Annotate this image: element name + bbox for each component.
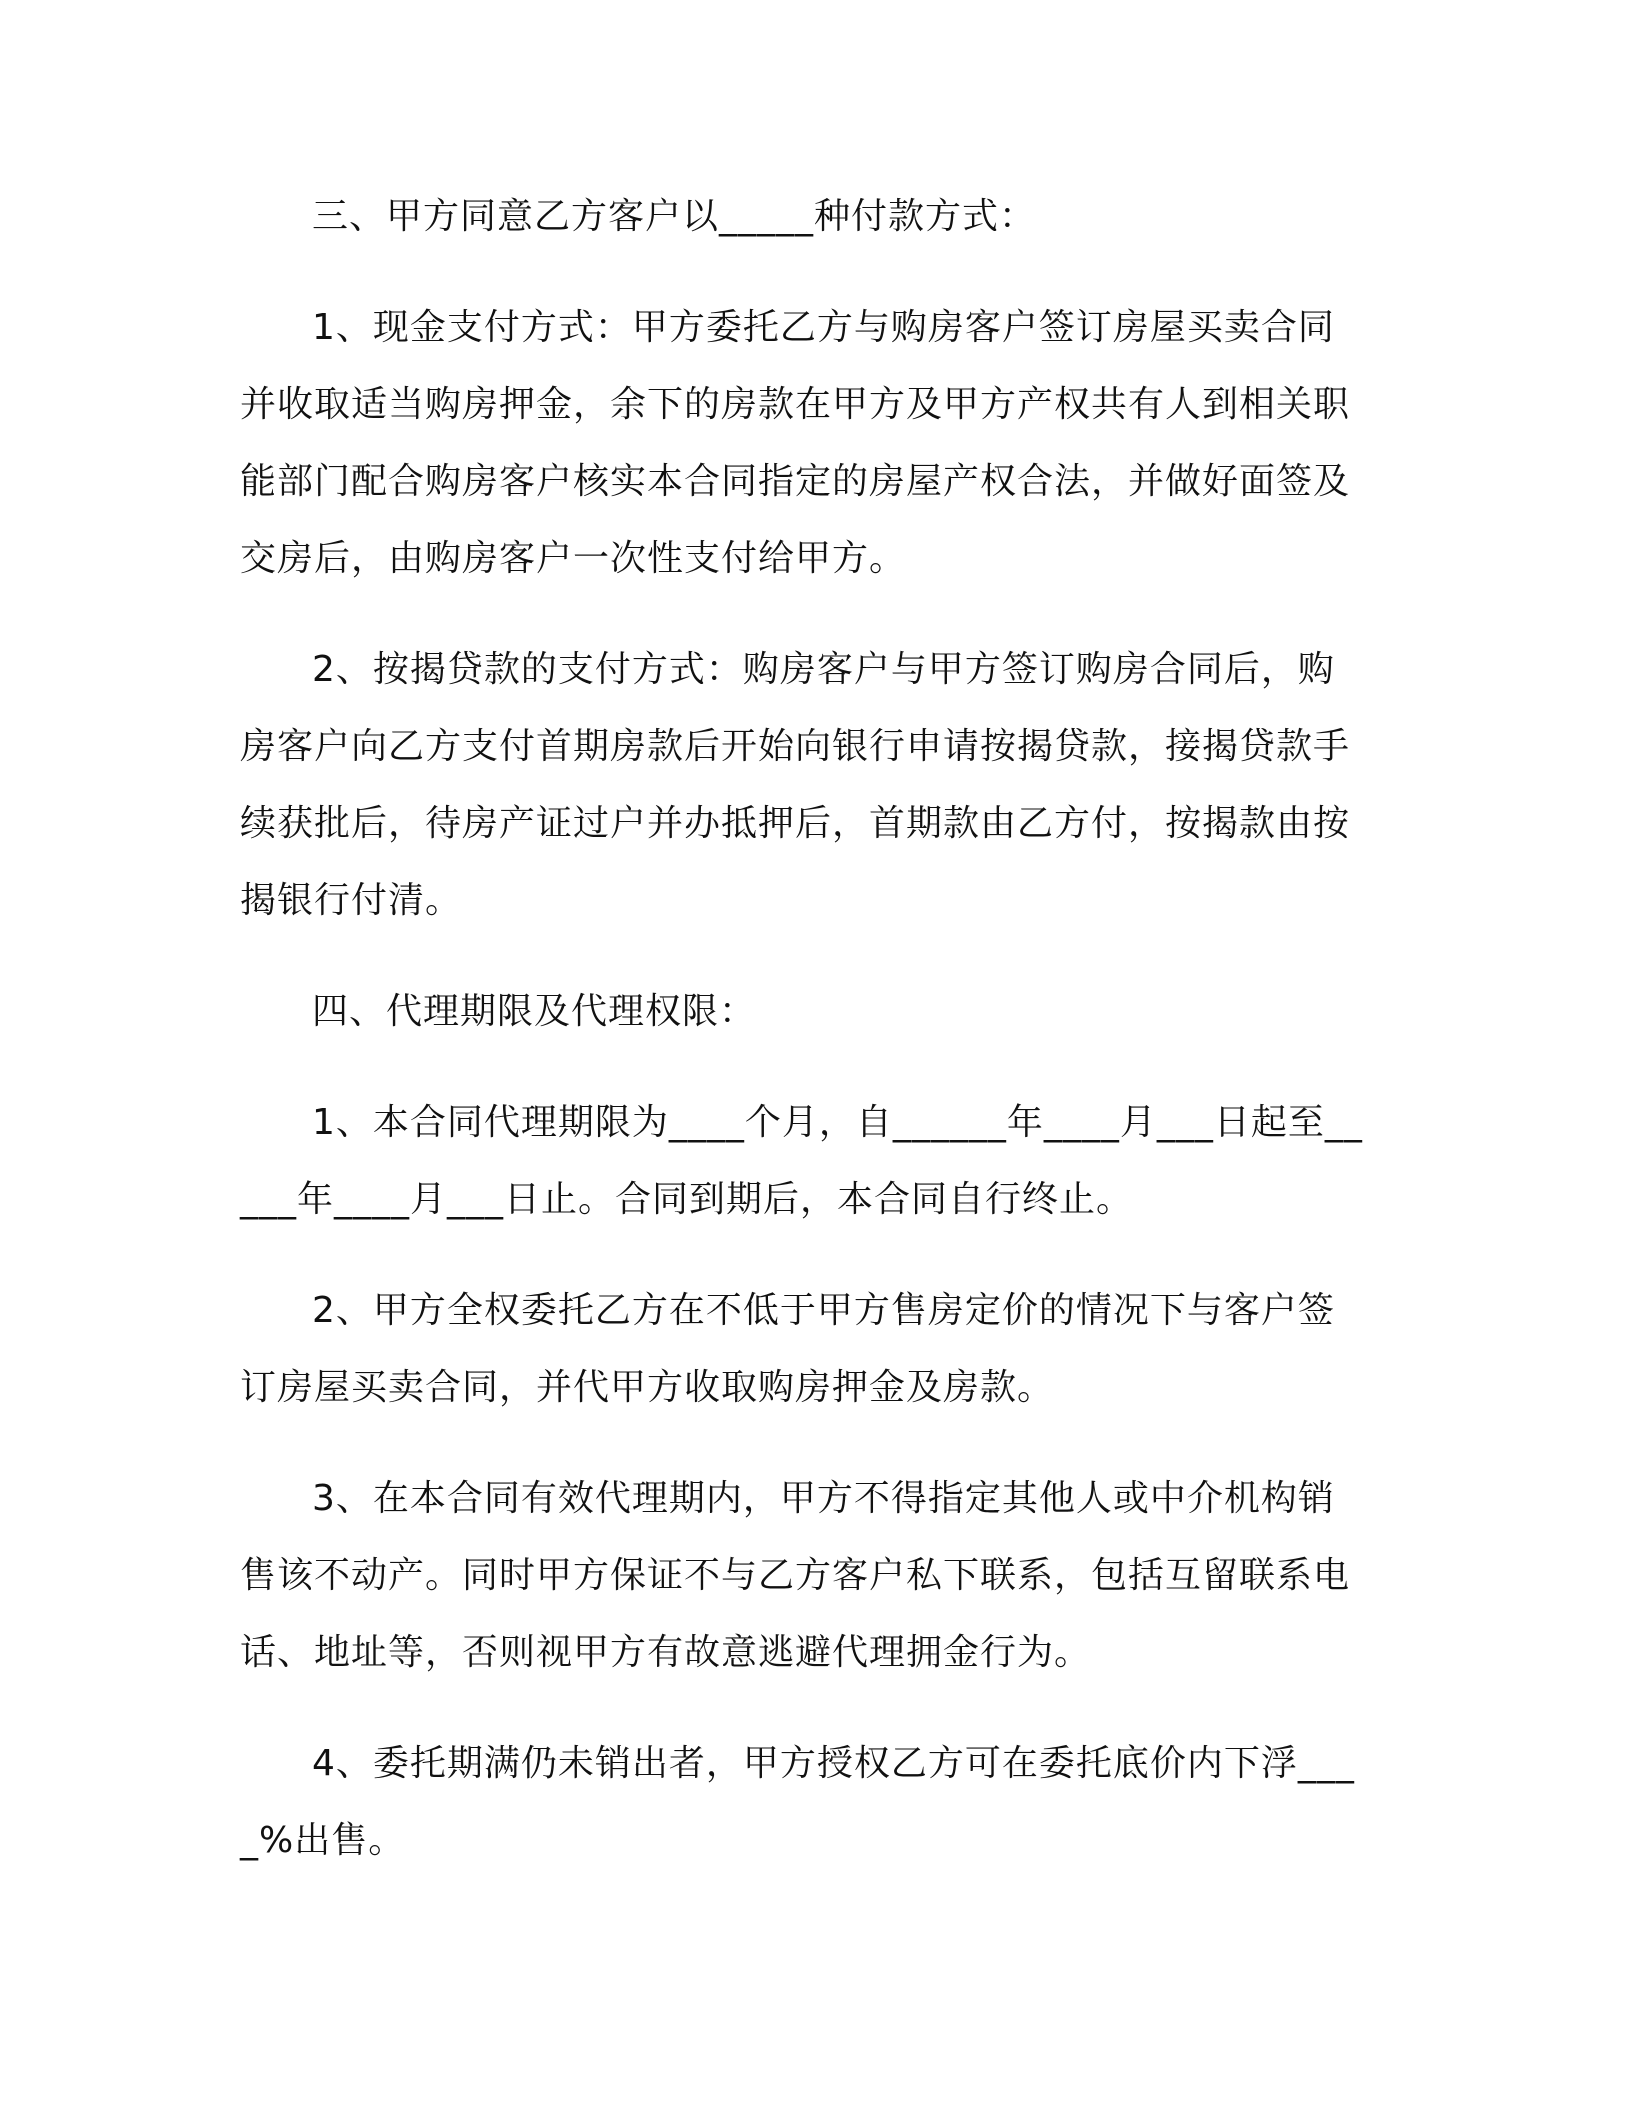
section-4-heading: 四、代理期限及代理权限： — [312, 991, 757, 1032]
paragraph-gap — [240, 939, 1370, 973]
paragraph-gap — [240, 1238, 1370, 1272]
paragraph-gap — [240, 1050, 1370, 1084]
paragraph-gap — [240, 1426, 1370, 1460]
clause-4-3-exclusivity: 3、在本合同有效代理期内，甲方不得指定其他人或中介机构销售该不动产。同时甲方保证不与乙方客户私下联系，包括互留联系电话、地址等，否则视甲方有故意逃避代理拥金行为。 — [240, 1478, 1351, 1673]
paragraph-gap — [240, 255, 1370, 289]
clause-4-1-agency-term: 1、本合同代理期限为____个月，自______年____月___日起至_____年____月___日止。合同到期后，本合同自行终止。 — [240, 1102, 1363, 1220]
paragraph-gap — [240, 1691, 1370, 1725]
clause-4-2-full-authorization: 2、甲方全权委托乙方在不低于甲方售房定价的情况下与客户签订房屋买卖合同，并代甲方收取购房押金及房款。 — [240, 1290, 1335, 1408]
section-3-heading: 三、甲方同意乙方客户以_____种付款方式： — [312, 196, 1037, 237]
clause-3-2-mortgage-payment: 2、按揭贷款的支付方式：购房客户与甲方签订购房合同后，购房客户向乙方支付首期房款后开始向银行申请按揭贷款，接揭贷款手续获批后，待房产证过户并办抵押后，首期款由乙方付，按揭款由按揭银行付清。 — [240, 649, 1351, 921]
document-body — [240, 178, 1370, 1879]
clause-3-1-cash-payment: 1、现金支付方式：甲方委托乙方与购房客户签订房屋买卖合同并收取适当购房押金，余下的房款在甲方及甲方产权共有人到相关职能部门配合购房客户核实本合同指定的房屋产权合法，并做好面签及交房后，由购房客户一次性支付给甲方。 — [240, 307, 1351, 579]
clause-4-4-price-reduction: 4、委托期满仍未销出者，甲方授权乙方可在委托底价内下浮____%出售。 — [240, 1743, 1355, 1861]
paragraph-gap — [240, 597, 1370, 631]
